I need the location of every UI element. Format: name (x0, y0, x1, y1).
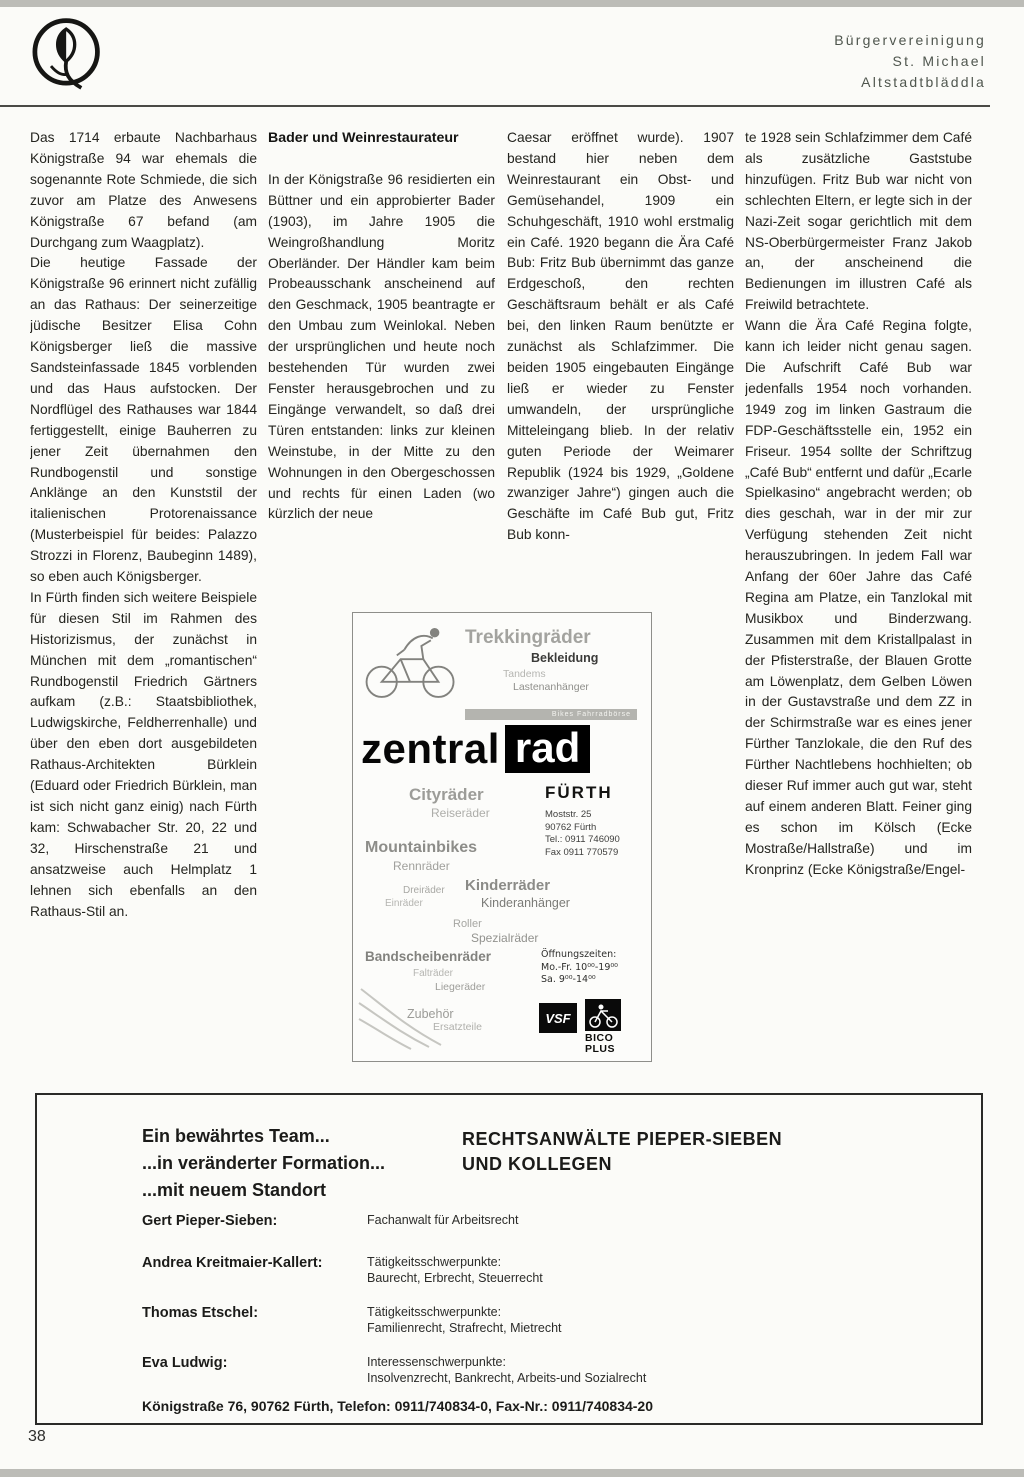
opening-hours-weekdays: Mo.-Fr. 10⁰⁰-19⁰⁰ (541, 961, 618, 973)
ad-word-reiseraeder: Reiseräder (431, 806, 490, 820)
ad-word-faltraeder: Falträder (413, 968, 454, 979)
ad-word-ersatzteile: Ersatzteile (433, 1021, 483, 1033)
ad-word-kinderraeder: Kinderräder (465, 877, 551, 894)
speed-lines-decoration (357, 981, 447, 1051)
scan-edge-bottom (0, 1469, 1024, 1477)
firm-name-line1: RECHTSANWÄLTE PIEPER-SIEBEN (462, 1129, 783, 1149)
article-column-4 (745, 128, 972, 1033)
bico-pictogram-icon (585, 999, 621, 1031)
ad-word-dreiraeder: Dreiräder (403, 885, 445, 896)
lawfirm-teaser (142, 1123, 385, 1204)
teaser-line2: ...in veränderter Formation... (142, 1153, 386, 1173)
article-paragraph: In der Königstraße 96 residierten ein Büttner und ein approbierter Bader (1903), im Jahre 1905 die Weingroßhandlung Moritz Oberländer. Der Händler kam beim Probeausschank anscheinend auf den Geschmack, 1905 beantragte er den Umbau zum Weinlokal. Neben der ursprünglichen und heute noch bestehenden Tür wurden zwei Fenster herausgebrochen und zu Eingänge verwandelt, so daß drei Türen entstanden: links zur kleinen Weinstube, in der Mitte zu den Wohnungen in den Obergeschossen und rechts für einen Laden (wo kürzlich der neue (268, 171, 495, 522)
ad-address-city: 90762 Fürth (545, 821, 597, 833)
scan-edge-top (0, 0, 1024, 7)
teaser-line3: ...mit neuem Standort (142, 1180, 327, 1200)
vsf-logo (539, 1003, 577, 1033)
ad-word-cityraeder: Cityräder (409, 785, 484, 804)
lawyer-specialty (367, 1255, 543, 1286)
specialty-line2: Baurecht, Erbrecht, Steuerrecht (367, 1270, 543, 1285)
publication-name: Altstadtbläddla (861, 74, 986, 90)
bico-plus-logo (585, 999, 621, 1036)
specialty-line2: Familienrecht, Strafrecht, Mietrecht (367, 1320, 562, 1335)
specialty-line1: Fachanwalt für Arbeitsrecht (367, 1213, 519, 1227)
zentralrad-logo (361, 725, 590, 773)
vsf-logo-label: VSF (545, 1010, 571, 1026)
specialty-line1: Tätigkeitsschwerpunkte: (367, 1255, 502, 1269)
article-paragraph: te 1928 sein Schlafzimmer dem Café als zusätzliche Gaststube hinzufügen. Fritz Bub war nicht von schlechten Eltern, er legte sich in der Nazi-Zeit sogar gerichtlich mit dem NS-Oberbürgermeister Franz Jakob an, der anscheinend die Bedienungen im illustren Café als Freiwild betrachtete. (745, 130, 972, 313)
page-number: 38 (28, 1428, 46, 1445)
article-paragraph: Die heutige Fassade der Königstraße 96 erinnert nicht zufällig an das Rathaus: Der seinerzeitige jüdische Besitzer Elisa Cohn Königsberger ließ die massive Sandsteinfassade 1845 vorblenden und das Haus aufstocken. Der Nordflügel des Rathauses war 1844 fertiggestellt, einige Bauherren zu jener Zeit übernahmen den Rundbogenstil und sonstige Anklänge an den Kunststil der italienischen Protorenaissance (Musterbeispiel für beides: Palazzo Strozzi in Florenz, Baubeginn 1489), so eben auch Königsberger. (30, 255, 257, 585)
lawyer-specialty (367, 1213, 518, 1229)
bico-plus-label (585, 1033, 615, 1055)
teaser-line1: Ein bewährtes Team... (142, 1126, 330, 1146)
lawyer-specialty (367, 1355, 646, 1386)
bico-label-line2: PLUS (585, 1043, 616, 1055)
lawyer-name: Andrea Kreitmaier-Kallert: (142, 1255, 323, 1271)
ad-word-spezialraeder: Spezialräder (471, 931, 539, 945)
lawyer-specialty (367, 1305, 562, 1336)
ad-address-block (545, 809, 620, 859)
article-column-1 (30, 128, 257, 1033)
org-name-line1: Bürgervereinigung (834, 32, 986, 48)
specialty-line1: Interessenschwerpunkte: (367, 1355, 506, 1369)
opening-hours-saturday: Sa. 9⁰⁰-14⁰⁰ (541, 974, 596, 985)
ad-word-lastenanhaenger: Lastenanhänger (513, 681, 589, 693)
ad-address-street: Moststr. 25 (545, 809, 592, 820)
brand-zentral: zentral (361, 725, 500, 772)
lawfirm-name (462, 1127, 782, 1177)
ad-banner-strip: Bikes Fahrradbörse (465, 709, 637, 720)
ad-word-mountainbikes: Mountainbikes (365, 839, 478, 856)
ad-opening-hours (541, 949, 618, 987)
lawyer-name: Thomas Etschel: (142, 1305, 259, 1321)
specialty-line1: Tätigkeitsschwerpunkte: (367, 1305, 502, 1319)
article-paragraph: In Fürth finden sich weitere Beispiele für diesen Stil im Rahmen des Historizismus, der zunächst in München mit dem „romantischen“ Rundbogenstil Friedrich Gärtners aufkam (z.B.: Staatsbibliothek, Ludwigskirche, Feldherrenhalle) und über den eben dort ausgebildeten Rathaus-Architekten Bürklein (Eduard oder Friedrich Bürklein, man ist sich nicht ganz einig) nach Fürth kam: Schwabacher Str. 20, 22 und 32, Hirschenstraße 21 und ansatzweise auch Helmplatz 1 lehnen sich ebenfalls an den Rathaus-Stil an. (30, 589, 257, 919)
article-paragraph: Caesar eröffnet wurde). 1907 bestand hier neben dem Weinrestaurant ein Obst- und Gemüsehandel, 1909 ein Schuhgeschäft, 1910 wohl erstmalig ein Café. 1920 begann die Ära Café Bub: Fritz Bub übernimmt das ganze Erdgeschoß, den rechten Geschäftsraum behält er als Café bei, den linken Raum benützte er zunächst als Schlafzimmer. Die beiden 1905 eingebauten Eingänge ließ er wieder zu Fenster umwandeln, der ursprüngliche Mitteleingang blieb. In der relativ guten Periode der Weimarer Republik (1924 bis 1929, „Goldene zwanziger Jahre“) gingen auch die Geschäfte im Café Bub gut, Fritz Bub konn- (507, 130, 734, 543)
org-name-line2: St. Michael (892, 53, 986, 69)
bicycle-icon (359, 621, 463, 703)
masthead-divider (0, 105, 990, 107)
ad-word-rennraeder: Rennräder (393, 859, 450, 873)
ad-word-tandems: Tandems (503, 668, 546, 680)
masthead (834, 30, 986, 93)
ad-word-trekkingraeder: Trekkingräder (465, 627, 591, 648)
firm-name-line2: UND KOLLEGEN (462, 1154, 612, 1174)
lawyer-name: Gert Pieper-Sieben: (142, 1213, 278, 1229)
ad-fax: Fax 0911 770579 (545, 846, 619, 858)
ad-word-zubehoer: Zubehör (407, 1007, 454, 1021)
article-column-3 (507, 128, 734, 600)
ad-word-roller: Roller (453, 918, 482, 930)
brand-rad: rad (505, 725, 590, 773)
lawyer-name: Eva Ludwig: (142, 1355, 228, 1371)
ad-word-kinderanhaenger: Kinderanhänger (481, 896, 570, 910)
article-paragraph: Das 1714 erbaute Nachbarhaus Königstraße 94 war ehemals die sogenannte Rote Schmiede, die sich zuvor am Platze des Anwesens Königstraße 67 befand (am Durchgang zum Waagplatz). (30, 130, 257, 250)
ad-word-einraeder: Einräder (385, 898, 423, 909)
lawfirm-advertisement (35, 1093, 983, 1425)
specialty-line2: Insolvenzrecht, Bankrecht, Arbeits-und Sozialrecht (367, 1370, 647, 1385)
ad-word-bekleidung: Bekleidung (531, 651, 599, 665)
ad-phone: Tel.: 0911 746090 (545, 834, 620, 845)
ad-word-bandscheibenraeder: Bandscheibenräder (365, 949, 492, 964)
bico-label-line1: BICO (585, 1032, 614, 1044)
article-paragraph: Wann die Ära Café Regina folgte, kann ich leider nicht genau sagen. Die Aufschrift Café Bub war jedenfalls 1954 noch vorhanden. 1949 zog im linken Gastraum die FDP-Geschäftsstelle ein, 1952 ein Friseur. 1954 sollte der Schriftzug „Café Bub“ entfernt und dafür „Ecarle Spielkasino“ angebracht werden; ob dies geschah, war in der mir zur Verfügung stehenden Zeit nicht herauszubringen. In jedem Fall war Anfang der 60er Jahre das Café Regina am Platze, ein Tanzlokal mit Musikbox und Binderzwang. Zusammen mit dem Kristallpalast in der Pfisterstraße, der Blauen Grotte am Löwenplatz, dem Gelben Löwen in der Gustavstraße und dem ZZ in der Schirmstraße war es eines jener Fürther Tanzlokale, die den Ruf des Fürther Nachtlebens hochhielten; ob dieser Ruf immer auch gut war, steht auf einem anderen Blatt. Feiner ging es schon im Kölsch (Ecke Mostraße/Hallstraße) und im Kronprinz (Ecke Königstraße/Engel- (745, 318, 972, 877)
lawfirm-contact-line: Königstraße 76, 90762 Fürth, Telefon: 0911/740834-0, Fax-Nr.: 0911/740834-20 (142, 1398, 654, 1414)
opening-hours-label: Öffnungszeiten: (541, 949, 617, 960)
article-column-2 (268, 128, 495, 600)
ad-city-name: FÜRTH (545, 783, 613, 802)
st-michael-emblem-logo (26, 14, 112, 104)
zentralrad-advertisement (352, 612, 652, 1062)
section-heading: Bader und Weinrestaurateur (268, 130, 459, 146)
ad-word-liegeraeder: Liegeräder (435, 981, 486, 993)
